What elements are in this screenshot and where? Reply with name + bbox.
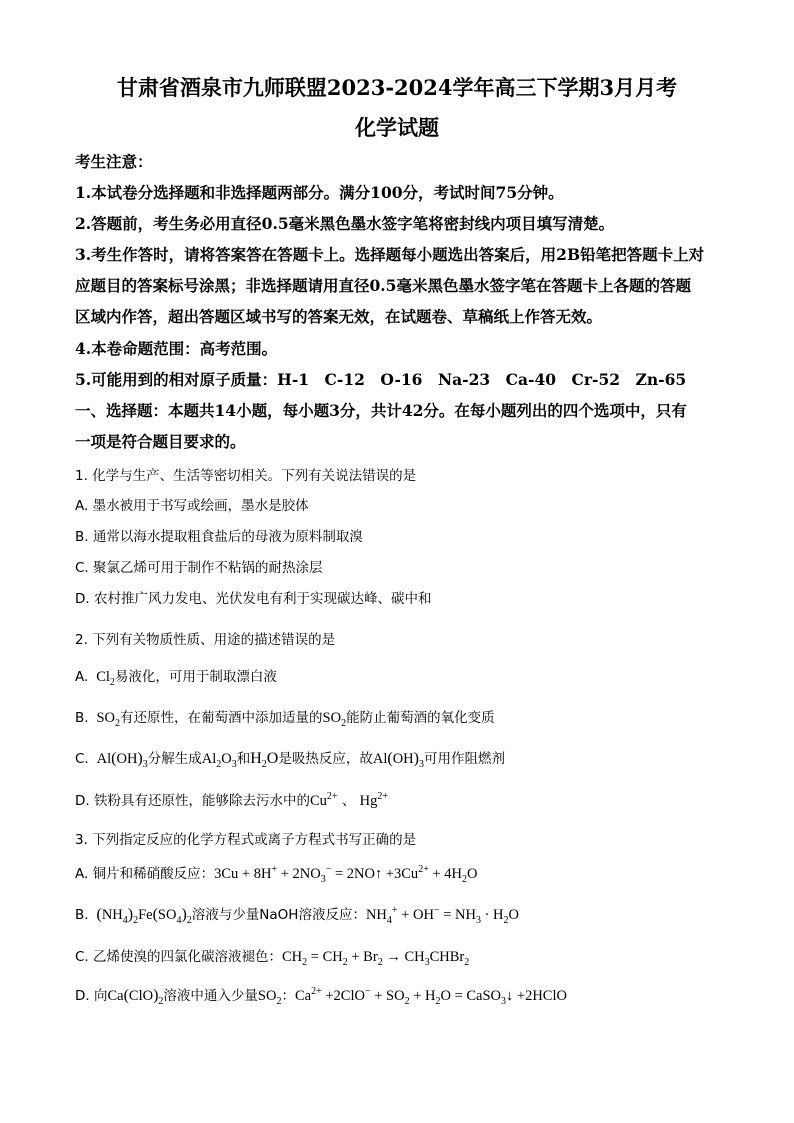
notice-item-4: 4.本卷命题范围：高考范围。 [75,339,278,358]
q2-option-c-formula-2: $Al_2O_3$ [201,751,237,770]
notice-item-5: 5.可能用到的相对原子质量：H-1 C-12 O-16 Na-23 Ca-40 Cr-52 Zn-65 [75,370,687,389]
q2-stem: 2. 下列有关物质性质、用途的描述错误的是 [75,632,336,648]
q3-option-d-formula-1: $Ca(ClO)_2$ [107,987,164,1007]
q2-option-c-text-2: 和 [236,751,251,767]
q2-option-c-formula-4: $Al(OH)_3$ [372,750,424,770]
q2-option-a-label: A. [75,669,89,685]
notice-item-1: 1.本试卷分选择题和非选择题两部分。满分100分，考试时间75分钟。 [75,183,564,202]
notice-item-2: 2.答题前，考生务必用直径0.5毫米黑色墨水签字笔将密封线内项目填写清楚。 [75,214,615,233]
q3-option-d-text-2: 溶液中通入少量 [163,988,258,1004]
q2-option-d-text-1: 铁粉具有还原性，能够除去污水中的 [93,793,310,809]
q3-option-b [75,903,519,924]
q2-option-a [75,665,277,686]
q1-option-c: C. 聚氯乙烯可用于制作不粘锅的耐热涂层 [75,560,323,576]
q2-option-c-formula-1: $Al(OH)_3$ [93,750,148,770]
q3-option-a-text: 铜片和稀硝酸反应： [92,866,215,882]
section-heading-line-1: 一、选择题：本题共14小题，每小题3分，共计42分。在每小题列出的四个选项中，只有 [75,401,687,420]
q2-option-c-formula-3: $H_2O$ [250,750,279,771]
q2-option-c-text-4: 可用作阻燃剂 [423,751,505,767]
q3-option-d-equation: $Ca^{2+} +2ClO^- + SO_2 + H_2O$ = CaSO$_3$↓ +2HClO [294,986,567,1007]
notice-item-3-line-1: 3.考生作答时，请将答案答在答题卡上。选择题每小题选出答案后，用2B铅笔把答题卡上对 [75,245,705,264]
q2-option-b-label: B. [75,710,89,726]
q3-option-b-label: B. [75,907,89,923]
exam-title: 甘肃省酒泉市九师联盟2023-2024学年高三下学期3月月考 [116,75,678,100]
q2-option-b-text-2: 能防止葡萄酒的氧化变质 [346,710,495,726]
q2-option-d-ion-2: $Hg^{2+}$ [359,791,389,809]
q1-option-d: D. 农村推广风力发电、光伏发电有利于实现碳达峰、碳中和 [75,591,432,607]
q3-option-d-text-1: 向 [93,988,108,1004]
q2-option-d [75,789,388,810]
q3-option-d-formula-2: $SO_2$ [257,988,282,1007]
q3-option-c-equation: $CH_2 = CH_2 + Br_2$ → $CH_3CHBr_2$ [282,949,470,968]
q2-option-c-label: C. [75,751,89,767]
q1-option-a: A. 墨水被用于书写或绘画，墨水是胶体 [75,498,309,514]
q3-option-a [75,862,477,883]
exam-subtitle: 化学试题 [355,115,439,140]
q2-option-b [75,706,495,727]
q3-option-c-text: 乙烯使溴的四氯化碳溶液褪色： [93,949,283,965]
q2-option-b-formula-2: $SO_2$ [322,710,347,729]
q2-option-a-text: 易液化，可用于制取漂白液 [114,669,277,685]
q3-option-c-label: C. [75,949,89,965]
q3-option-a-label: A. [75,866,89,882]
q2-option-b-text-1: 有还原性，在葡萄酒中添加适量的 [120,710,323,726]
q1-stem: 1. 化学与生产、生活等密切相关。下列有关说法错误的是 [75,468,417,484]
notice-item-3-line-3: 区域内作答，超出答题区域书写的答案无效，在试题卷、草稿纸上作答无效。 [75,307,603,326]
q2-option-c-text-3: 是吸热反应，故 [278,751,373,767]
q3-option-d-text-3: ： [281,988,295,1004]
q2-option-b-formula-1: $SO_2$ [92,710,121,729]
q2-option-a-formula: $Cl_2$ [92,669,115,688]
q3-option-b-equation: $NH_4^+ + OH^- = NH_3 \cdot H_2O$ [365,905,519,926]
q3-option-b-text: 溶液与少量NaOH溶液反应： [191,907,366,923]
q2-option-d-label: D. [75,793,90,809]
q3-option-a-equation: $3Cu + 8H^+ + 2NO_3^-$ = 2NO↑ $+3Cu^{2+} + 4H_2O$ [214,864,478,885]
q3-option-d [75,984,567,1005]
notice-heading: 考生注意： [75,152,153,171]
q1-option-b: B. 通常以海水提取粗食盐后的母液为原料制取溴 [75,529,363,545]
q2-option-c [75,747,505,771]
q2-option-c-text-1: 分解生成 [147,751,202,767]
q3-stem: 3. 下列指定反应的化学方程式或离子方程式书写正确的是 [75,832,417,848]
q2-option-d-text-2: 、 [341,793,356,809]
q2-option-d-ion-1: $Cu^{2+}$ [309,791,338,809]
notice-item-3-line-2: 应题目的答案标号涂黑；非选择题请用直径0.5毫米黑色墨水签字笔在答题卡上各题的答题 [75,276,691,295]
q3-option-d-label: D. [75,988,90,1004]
q3-option-c [75,945,469,966]
q3-option-b-formula: $(NH_4)_2Fe(SO_4)_2$ [96,906,192,926]
section-heading-line-2: 一项是符合题目要求的。 [75,432,246,451]
